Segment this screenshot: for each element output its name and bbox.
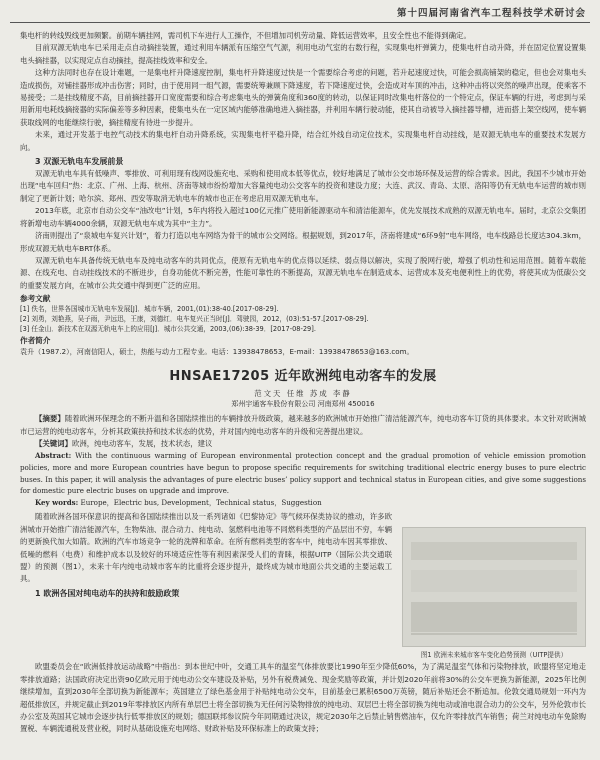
english-abstract <box>20 450 586 496</box>
page-content <box>20 30 586 736</box>
figure-1-caption: 图1 欧洲未来城市客车变化趋势预测（UITP提供） <box>420 651 568 660</box>
section-heading-3: 3 双源无轨电车发展前景 <box>35 157 124 167</box>
english-keywords <box>20 497 586 509</box>
header-rule <box>10 22 590 23</box>
keywords-label: 【关键词】 <box>35 438 72 448</box>
figure-band <box>411 602 577 632</box>
prev-paragraph-8: 双源无轨电车具备传统无轨电车及纯电动客车的共同优点，使原有无轨电车的优点得以延续、弱点得以解决，实现了脱网行驶，增强了机动性和运用范围。随着车载能源、在线充电、自动挂线技术的不断进步，自身功能优不断完善，性能可靠性的不断提高，双源无轨电车在制造成本、运营成本及充电便利性上的优势，将使其成为低碳公交的重要发展方向，在城市公共交通中得到更广泛的应用。 <box>20 255 586 290</box>
abstract-label: 【摘要】 <box>35 414 65 424</box>
english-keywords-label: Key words: <box>35 497 79 507</box>
reference-item: [3] 任金山．新技术在双源无轨电车上的应用[J]．城市公共交通，2003,(06):38-39．[2017-08-29]. <box>20 325 316 334</box>
figure-1-image <box>402 527 586 647</box>
prev-paragraph-6: 2013年底，北京市自动公交车“油改电”计划，5年内将投入超过100亿元推广使用新能源驱动车和清洁能源车，优先发展技术成熟的双源无轨电车。届时，北京公交集团将新增电动车辆4000余辆，双源无轨电车成为其中“主力”。 <box>20 206 586 228</box>
abstract-text: 随着欧洲环保理念的不断升温和各国陆续推出的车辆排放升级政策，越来越多的欧洲城市开始推广清洁能源汽车，纯电动客车订货的具体要求。本文针对欧洲城市已运营的纯电动客车，分析其政策扶持和技术状态的优势，并对国内纯电动客车的升级和完善提出建议。 <box>20 414 586 436</box>
english-keywords-text: Europe，Electric bus, Development，Technical status，Suggestion <box>80 497 322 507</box>
english-abstract-text: With the continuous warming of European environmental protection concept and the gradual promotion of vehicle emission promotion policies, more and more European countries have begun to propose specific requirements for switching traditional electric energy buses to pure electric buses. In this paper, it will analysis the advantages of pure electric buses’ policy support and technical status in European cities, and give some suggestions for domestic pure electric buses on upgrade and improve. <box>20 451 586 496</box>
prev-paragraph-2: 目前双源无轨电车已采用走点自动摘挂装置，通过利用车辆派有压缩空气气源，利用电动气室的右数行程，实现集电杆弹簧力，使集电杆自动升降，并在固定位置设置集电头摘挂器，以实现定点自动摘挂，提高挂线效率和安全。 <box>20 43 586 65</box>
english-abstract-label: Abstract: <box>35 451 72 461</box>
running-head: 第十四届河南省汽车工程科技学术研讨会 <box>396 8 586 19</box>
paper-authors: 范文天 任维 苏成 李静 <box>254 389 352 399</box>
prev-paragraph-3: 这种方法同时也存在设计难题，一是集电杆升降速度控制，集电杆升降速度过快是一个需要综合考虑的问题，若升起速度过快，可能会损高铺架的稳定，但也会对集电头造成损伤，对铺挂器形成冲击伤害；同时，由于使用同一组气源，需要统筹兼顾下降速度，若下降速度过快，会造成对车顶的冲击，这种冲击将以突然的噪声出现，使乘客不易接受；二是挂线精度不高，目前摘挂器开口宽度需要和综合考虑集电头的弹簧角度和360度的转动，以保证同时改集电杆落位的一个特定点，保证车辆的行进，考虑到与采用新用电耗线摘接器的实际偏差等多种因素，使集电头在一定区域内能够准确地进入摘挂器，并利用车辆行驶动能，使其自动被导入摘挂器导槽，进而搭上架空线网，使车辆获取线网的电能继续行驶，摘挂精度有待进一步提升。 <box>20 68 586 127</box>
references-title: 参考文献 <box>20 294 51 304</box>
intro-paragraph: 随着欧洲各国环保意识的提高和各国陆续推出以及一系列诸如《巴黎协定》等气候环保类协议的推动，许多欧洲城市开始推广清洁能源汽车，生物柴油、混合动力、纯电动、氢燃料电池等不同燃料类型的产品层出不穷，车辆的更新换代加大如箭。欧洲的汽车市场竞争一轮的洗牌和革命。在所有燃料类型的客车中，纯电动车因其零排放、低噪的燃料（电费）和维护成本以及较好的环境适应性等有利因素深受人们的青睐，根据UITP（国际公共交通联盟）的预测（图1），未来十年内纯电动城市客车的比重将会逐步提升，最终成为城市地面公共交通的主要运载工具。 <box>20 512 392 584</box>
author-bio: 袁升（1987.2），河南信阳人，硕士，热能与动力工程专业。电话：13938478653，E-mail：13938478653@163.com。 <box>20 347 414 357</box>
reference-item: [1] 佚名，世界各国城市无轨电车发展[J]．城市车辆，2001,(01):38-40.[2017-08-29]. <box>20 305 279 314</box>
policy-paragraph: 欧盟委员会在“欧洲低排放运动战略”中指出：到本世纪中叶，交通工具车的温室气体排放要比1990年至少降低60%，为了满足温室气体和污染物排放，欧盟将坚定地走零排放道路；法国政府决定出资90亿欧元用于纯电动公交车建设及补贴，另外有税费减免、现金奖励等政策，并计划2020年前将30%的公交车更换为新能源，2025年比例继续增加，直到2030年全部切换为新能源车；英国建立了绿色基金用于补贴纯电动公交车，目前基金已累积6500万英镑，随后补贴还会不断追加。伦敦交通局规划一环内为超低排放区，并规定截止到2019年零排放区内所有单层巴士将全部切换为无任何污染物排放的纯电动、双层巴士将全部切换为纯电动或油电混合动力的公交车，另外伦敦市长办公室及英国其它城市会逐步执行低零排放区的规划；德国联邦参议院今年同期通过决议，规定2030年之后禁止销售燃油车，仅允许零排放汽车销售；荷兰对纯电动车免除购置税、车辆流通税及营业税，同时从基础设施充电网络、财政补贴及环保标准上的政策支持； <box>20 662 586 734</box>
keywords <box>20 438 586 450</box>
reference-item: [2] 刘勇，刘艳燕，吴子雨，尹远迅，王康，刘德红．电车复兴正当时[J]．驾驶园，2012，(03):51-57.[2017-08-29]. <box>20 315 369 324</box>
prev-paragraph-7: 济南则提出了“泉城电车复兴计划”，着力打造以电车网络为骨干的城市公交网络。根据规划，到2017年，济南将建成“6环9射”电车网络，电车线路总长度达304.3km，形成双源无轨电车BRT体系。 <box>20 231 586 253</box>
figure-1-graphic <box>403 528 585 646</box>
figure-band <box>411 570 577 592</box>
section-heading-1: 1 欧洲各国对纯电动车的扶持和鼓励政策 <box>35 588 180 598</box>
figure-band <box>411 542 577 560</box>
two-column-block <box>20 511 586 660</box>
left-column <box>20 511 392 660</box>
prev-paragraph-4: 未来，通过开发基于电控气动技术的集电杆自动升降系统，实现集电杆平稳升降，结合红外线自动定位技术，实现集电杆自动挂线，是双源无轨电车的重要技术发展方向。 <box>20 130 586 152</box>
keywords-text: 欧洲，纯电动客车，发展，技术状态，建议 <box>71 438 213 448</box>
prev-paragraph-5: 双源无轨电车具有低噪声、零排放、可利用现有线网设施充电、采购和使用成本低等优点，较好地满足了城市公交市场环保及运营的综合需求。因此，我国不少城市开始出现“电车回归”热：北京、广州、上海、杭州、济南等城市纷纷增加大容量纯电动公交客车的投资和建设力度；大连、武汉、青岛、太原、洛阳等仍有无轨电车运营的城市则制定了更新计划；哈尔滨、郑州、西安等取消无轨电车的城市也正在考虑启用双源无轨电车。 <box>20 169 586 203</box>
author-bio-title: 作者简介 <box>20 336 51 346</box>
paper-title: HNSAE17205 近年欧洲纯电动客车的发展 <box>169 369 437 385</box>
paper-affiliation: 郑州宇通客车股份有限公司 河南郑州 450016 <box>231 400 375 409</box>
abstract <box>20 413 586 438</box>
right-column <box>402 511 586 660</box>
prev-paragraph-1: 集电杆的转线毁线更加频繁。前期车辆挂网，需司机下车进行人工操作，不但增加司机劳动量、降低运营效率，且安全性也不能得到确定。 <box>20 31 471 40</box>
